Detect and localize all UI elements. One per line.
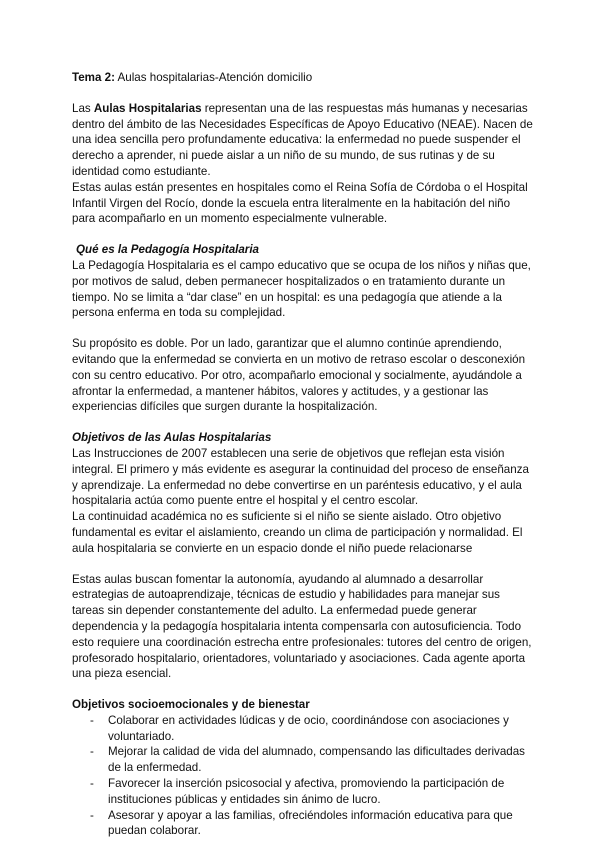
- pedagogia-paragraph-2: Su propósito es doble. Por un lado, garantizar que el alumno continúe aprendiendo, evitando que la enfermedad se convierta en un motivo de retraso escolar o desconexión con su centro educativo. Por otro, acompañarlo emocional y socialmente, ayudándole a afrontar la enfermedad, a mantener hábitos, valores y actitudes, y a gestionar las experiencias difíciles que surgen durante la hospitalización.: [72, 337, 526, 414]
- objetivos-paragraph-2: La continuidad académica no es suficiente si el niño se siente aislado. Otro objetivo fundamental es evitar el aislamiento, creando un clima de participación y normalidad. El aula hospitalaria se convierte en un espacio donde el niño puede relacionarse: [72, 510, 523, 555]
- intro-paragraph-2: Estas aulas están presentes en hospitales como el Reina Sofía de Córdoba o el Hospital Infantil Virgen del Rocío, donde la escuela entra literalmente en la habitación del niño para acompañarlo en un momento especialmente vulnerable.: [72, 180, 528, 226]
- list-item: - Asesorar y apoyar a las familias, ofreciéndoles información educativa para que puedan colaborar.: [72, 808, 534, 840]
- title-text: Aulas hospitalarias-Atención domicilio: [114, 71, 313, 84]
- intro-prefix: Las: [72, 101, 94, 115]
- list-item: - Colaborar en actividades lúdicas y de ocio, coordinándose con asociaciones y voluntariado.: [72, 713, 534, 745]
- section-heading-pedagogia: Qué es la Pedagogía Hospitalaria: [76, 243, 259, 257]
- intro-bold-term: Aulas Hospitalarias: [93, 101, 202, 115]
- document-body: [72, 70, 534, 839]
- intro-paragraph-1: [72, 101, 534, 180]
- intro-rest: representan una de las respuestas más humanas y necesarias dentro del ámbito de las Necesidades Específicas de Apoyo Educativo (NEAE). Nacen de una idea sencilla pero profundamente educativa: la enfermedad no puede suspender el derecho a aprender, ni puede aislar a un niño de su mundo, de sus rutinas y de su identidad como estudiante.: [72, 101, 533, 178]
- socioemocionales-list: [72, 713, 534, 839]
- section-heading-objetivos: Objetivos de las Aulas Hospitalarias: [72, 431, 272, 445]
- objetivos-paragraph-1: Las Instrucciones de 2007 establecen una serie de objetivos que reflejan esta visión integral. El primero y más evidente es asegurar la continuidad del proceso de enseñanza y aprendizaje. La enfermedad no debe convertirse en un paréntesis educativo, y el aula hospitalaria actúa como puente entre el hospital y el centro escolar.: [72, 446, 529, 508]
- section-heading-socioemocionales: Objetivos socioemocionales y de bienestar: [72, 698, 310, 712]
- list-item: - Mejorar la calidad de vida del alumnado, compensando las dificultades derivadas de la enfermedad.: [72, 744, 534, 776]
- objetivos-paragraph-3: Estas aulas buscan fomentar la autonomía, ayudando al alumnado a desarrollar estrategias de autoaprendizaje, técnicas de estudio y habilidades para manejar sus tareas sin depender constantemente del adulto. La enfermedad puede generar dependencia y la pedagogía hospitalaria intenta compensarla con autosuficiencia. Todo esto requiere una coordinación estrecha entre profesionales: tutores del centro de origen, profesorado hospitalario, orientadores, voluntariado y asociaciones. Cada agente aporta una pieza esencial.: [72, 572, 532, 681]
- title-label: Tema 2:: [72, 71, 115, 84]
- list-item: - Favorecer la inserción psicosocial y afectiva, promoviendo la participación de instituciones públicas y entidades sin ánimo de lucro.: [72, 776, 534, 808]
- document-title: [72, 70, 534, 86]
- pedagogia-paragraph-1: La Pedagogía Hospitalaria es el campo educativo que se ocupa de los niños y niñas que, por motivos de salud, deben permanecer hospitalizados o en tratamiento durante un tiempo. No se limita a “dar clase” en un hospital: es una pedagogía que atiende a la persona enferma en toda su complejidad.: [72, 258, 531, 320]
